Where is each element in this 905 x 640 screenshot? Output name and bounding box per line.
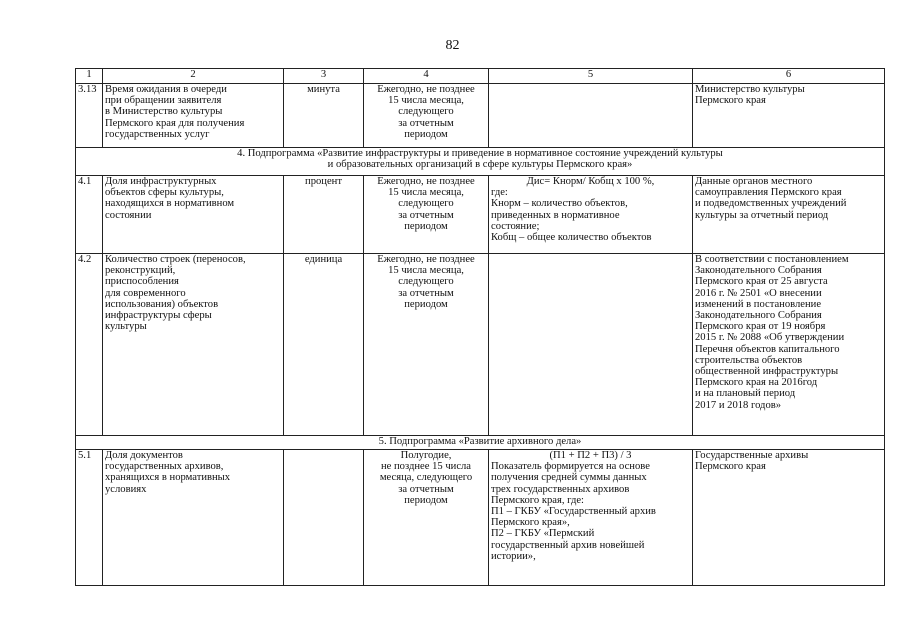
indicator-name: Количество строек (переносов, реконструкций, приспособления для современного использования) объектов инфраструктуры сферы культуры [103,254,284,436]
indicators-table [75,68,885,586]
period: Ежегодно, не позднее 15 числа месяца, следующего за отчетным периодом [364,254,489,436]
table-row [76,84,885,148]
indicator-name: Доля инфраструктурных объектов сферы культуры, находящихся в нормативном состоянии [103,176,284,254]
data-source: Данные органов местного самоуправления Пермского края и подведомственных учреждений культуры за отчетный период [693,176,885,254]
table-row [76,254,885,436]
row-number: 4.1 [76,176,103,254]
method [489,84,693,148]
header-cell: 4 [364,69,489,84]
method-formula: (П1 + П2 + П3) / 3 [549,450,632,461]
section-title: 4. Подпрограмма «Развитие инфраструктуры и приведение в нормативное состояние учреждений культуры и образовательных организаций в сфере культуры Пермского края» [76,148,885,176]
unit [284,450,364,586]
row-number: 5.1 [76,450,103,586]
method-formula: Дис= Кнорм/ Кобщ х 100 %, [526,176,655,187]
header-cell: 1 [76,69,103,84]
indicator-name: Время ожидания в очереди при обращении заявителя в Министерство культуры Пермского края для получения государственных услуг [103,84,284,148]
header-cell: 2 [103,69,284,84]
section-title: 5. Подпрограмма «Развитие архивного дела» [76,436,885,450]
section-row [76,148,885,176]
row-number: 3.13 [76,84,103,148]
header-row [76,69,885,84]
indicator-name: Доля документов государственных архивов, хранящихся в нормативных условиях [103,450,284,586]
section-row [76,436,885,450]
method: где: Кнорм – количество объектов, приведенных в нормативное состояние; Кобщ – общее количество объектов [491,187,652,244]
period: Полугодие, не позднее 15 числа месяца, следующего за отчетным периодом [364,450,489,586]
header-cell: 6 [693,69,885,84]
table-row [76,176,885,254]
period: Ежегодно, не позднее 15 числа месяца, следующего за отчетным периодом [364,84,489,148]
data-source: Министерство культуры Пермского края [693,84,885,148]
header-cell: 3 [284,69,364,84]
data-source: Государственные архивы Пермского края [693,450,885,586]
unit: минута [284,84,364,148]
header-cell: 5 [489,69,693,84]
method-cell [489,450,693,586]
page-number: 82 [445,38,460,53]
method [489,254,693,436]
unit: единица [284,254,364,436]
data-source: В соответствии с постановлением Законодательного Собрания Пермского края от 25 августа 2016 г. № 2501 «О внесении изменений в постановление Законодательного Собрания Пермского края от 19 ноября 2015 г. № 2088 «Об утверждении Перечня объектов капитального строительства объектов общественной инфраструктуры Пермского края на 2016год и на плановый период 2017 и 2018 годов» [693,254,885,436]
row-number: 4.2 [76,254,103,436]
table-row [76,450,885,586]
period: Ежегодно, не позднее 15 числа месяца, следующего за отчетным периодом [364,176,489,254]
method: Показатель формируется на основе получения средней суммы данных трех государственных архивов Пермского края, где: П1 – ГКБУ «Государственный архив Пермского края», П2 – ГКБУ «Пермский государственный архив новейшей истории», [491,461,656,562]
method-cell [489,176,693,254]
unit: процент [284,176,364,254]
